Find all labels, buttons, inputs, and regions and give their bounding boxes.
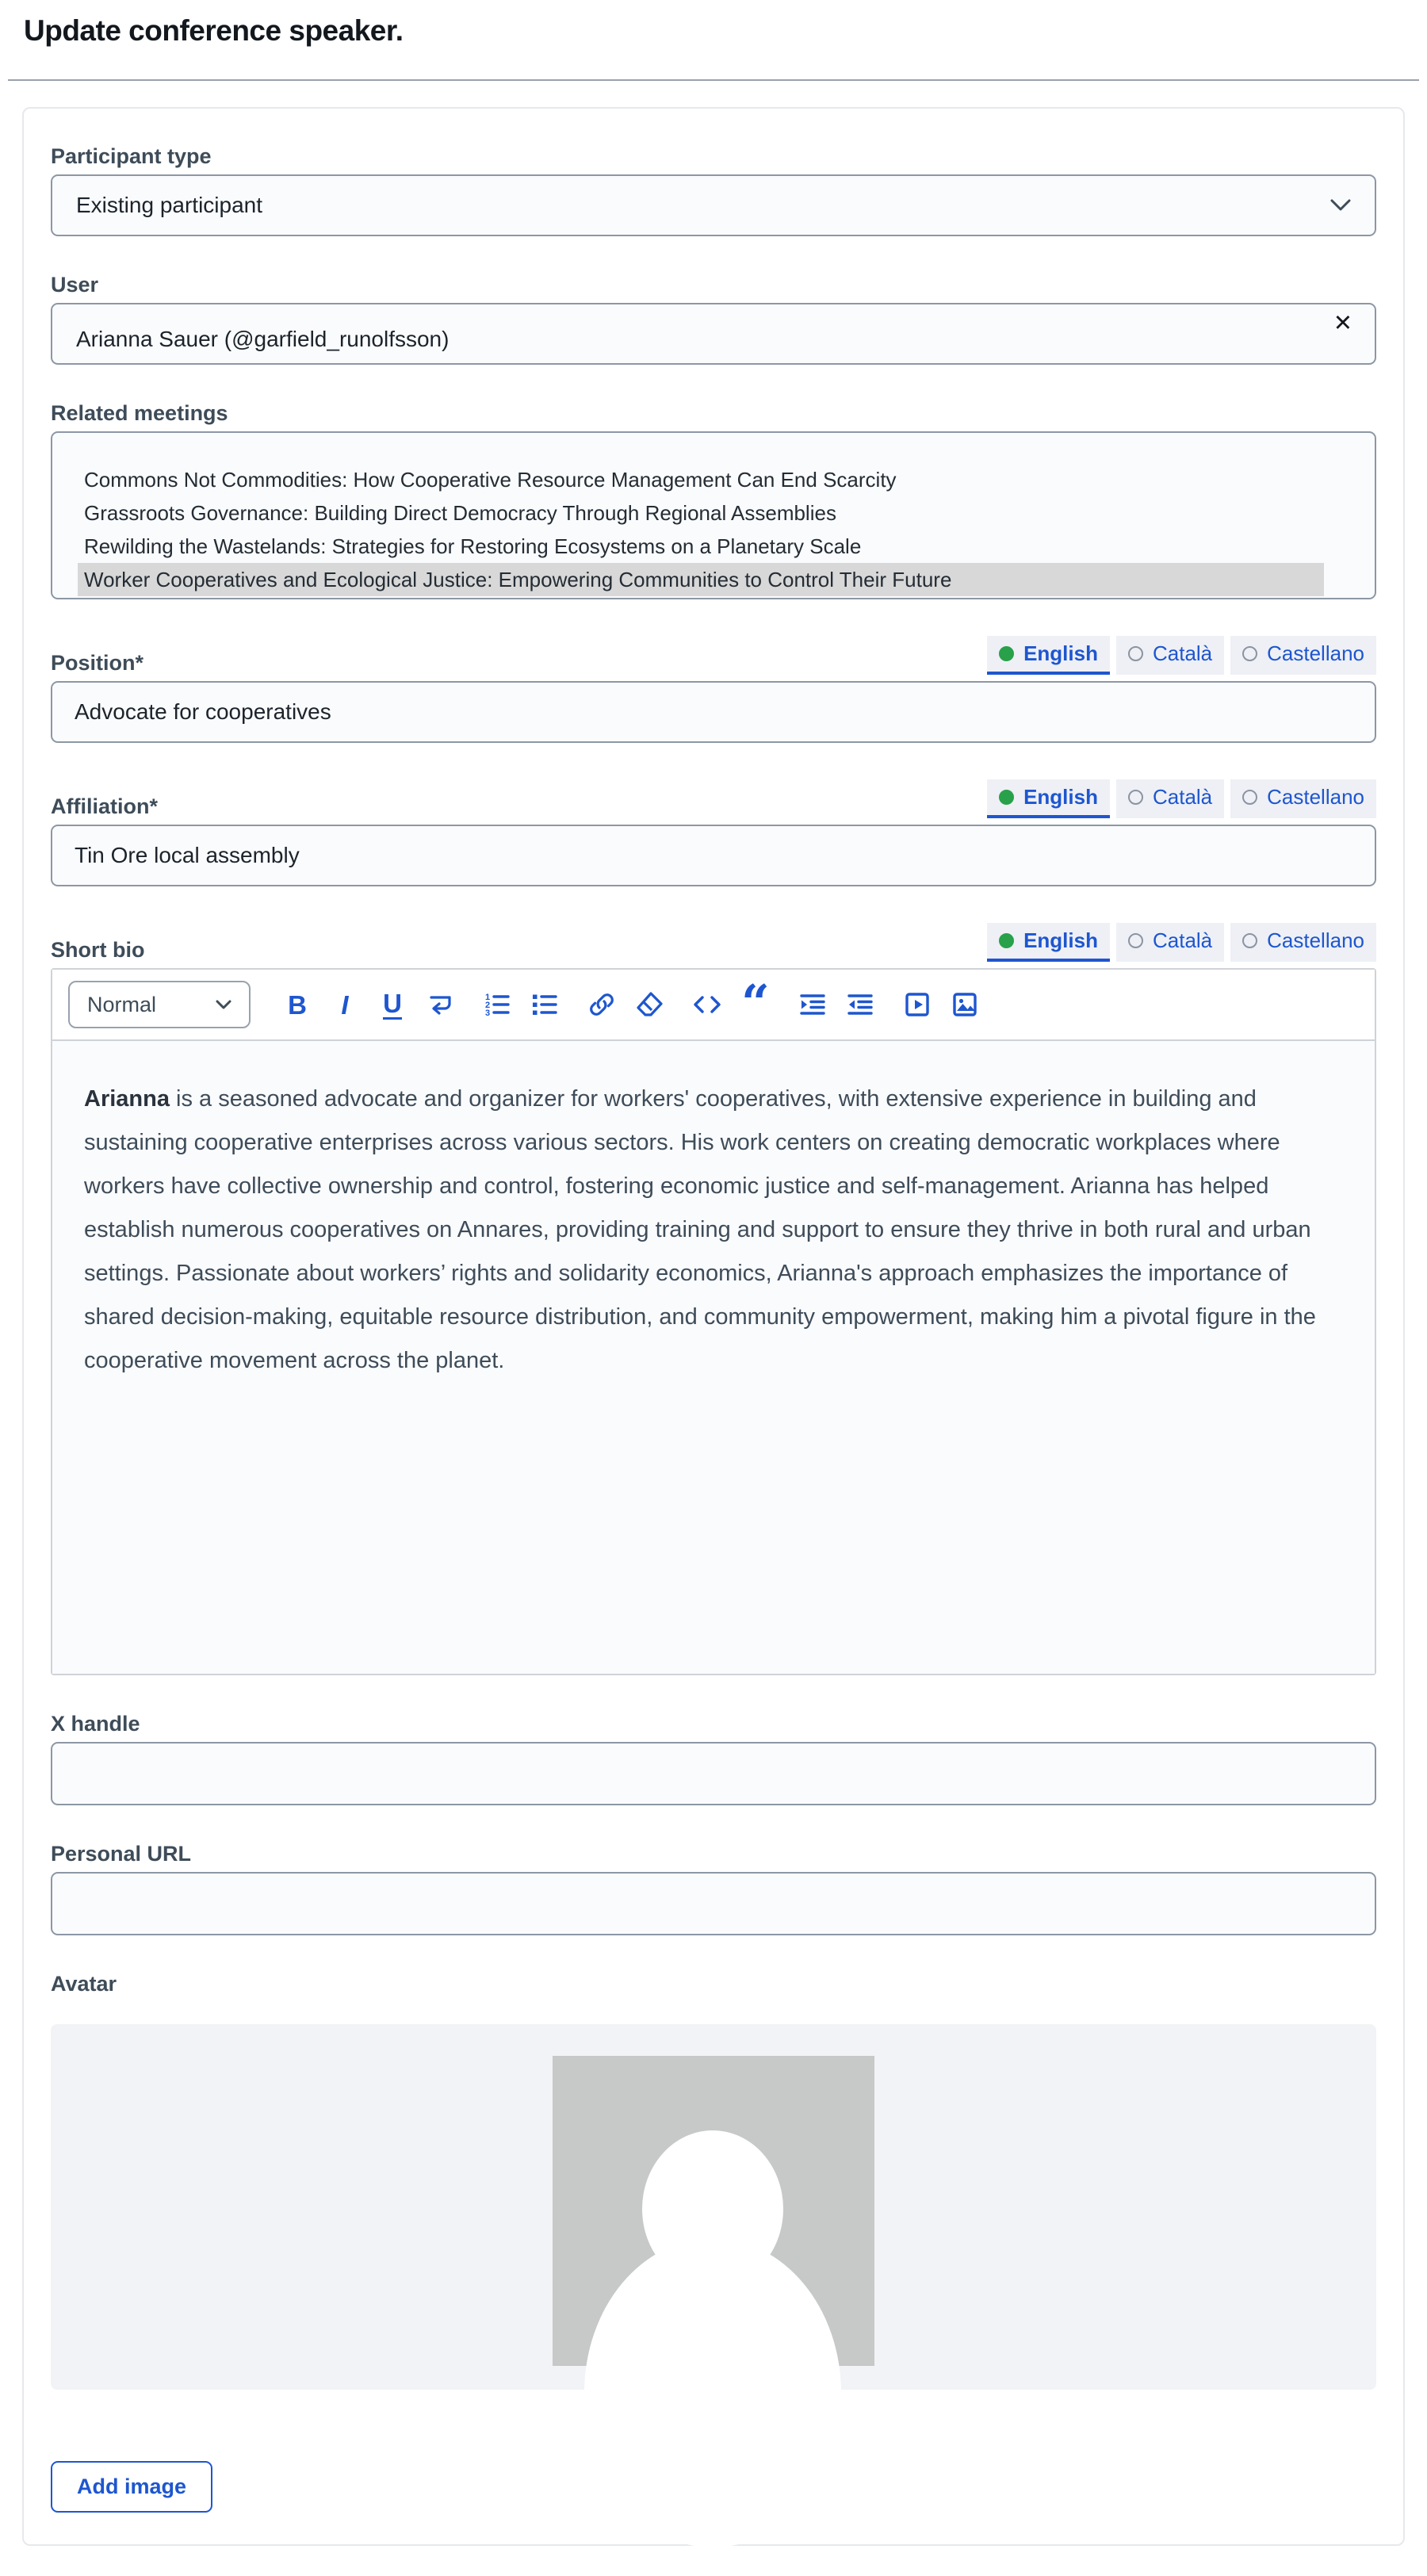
x-handle-field: [51, 1712, 1376, 1805]
position-input[interactable]: [51, 681, 1376, 743]
image-icon[interactable]: [950, 988, 980, 1021]
editor-toolbar: [52, 970, 1375, 1041]
language-tab-castellano[interactable]: [1230, 779, 1376, 818]
language-tab-label: English: [1023, 785, 1098, 809]
blockquote-icon[interactable]: “: [741, 974, 770, 1032]
chevron-down-icon: [1330, 199, 1351, 212]
language-tab-castellano[interactable]: [1230, 636, 1376, 675]
personal-url-field: [51, 1842, 1376, 1935]
inactive-language-dot-icon: [1128, 790, 1143, 805]
avatar-section: [51, 2024, 1376, 2390]
code-icon[interactable]: [691, 988, 723, 1021]
outdent-icon[interactable]: [845, 988, 875, 1021]
inactive-language-dot-icon: [1128, 646, 1143, 661]
participant-type-label: Participant type: [51, 144, 212, 168]
language-tab-label: Castellano: [1267, 641, 1364, 665]
active-language-dot-icon: [999, 933, 1014, 948]
clear-user-icon[interactable]: ✕: [1333, 311, 1352, 336]
user-label: User: [51, 273, 99, 297]
meeting-option[interactable]: Rewilding the Wastelands: Strategies for Restoring Ecosystems on a Planetary Scale: [84, 534, 862, 558]
clear-formatting-icon[interactable]: [634, 988, 664, 1021]
user-select[interactable]: [51, 303, 1376, 365]
participant-type-field: [51, 144, 1376, 236]
active-language-dot-icon: [999, 790, 1014, 805]
x-handle-input[interactable]: [51, 1742, 1376, 1805]
line-break-icon[interactable]: [425, 988, 455, 1021]
participant-type-value: Existing participant: [76, 193, 263, 217]
rich-text-editor: [51, 968, 1376, 1675]
svg-text:2: 2: [485, 1001, 491, 1010]
affiliation-input[interactable]: [51, 825, 1376, 886]
affiliation-language-tabs: [987, 779, 1376, 818]
speaker-form-card: [22, 107, 1405, 2546]
meeting-option[interactable]: Grassroots Governance: Building Direct Democracy Through Regional Assemblies: [84, 501, 836, 525]
svg-text:3: 3: [485, 1009, 491, 1018]
ordered-list-icon[interactable]: [482, 988, 512, 1021]
text-style-select[interactable]: [68, 981, 251, 1028]
affiliation-field: [51, 779, 1376, 886]
indent-icon[interactable]: [798, 988, 828, 1021]
meeting-option[interactable]: Commons Not Commodities: How Cooperative Resource Management Can End Scarcity: [84, 468, 897, 492]
related-meetings-field: [51, 401, 1376, 599]
personal-url-label: Personal URL: [51, 1842, 192, 1866]
svg-text:1: 1: [485, 993, 491, 1002]
language-tab-catala[interactable]: [1116, 779, 1224, 818]
user-value: Arianna Sauer (@garfield_runolfsson): [76, 327, 450, 351]
active-language-dot-icon: [999, 646, 1014, 661]
language-tab-label: Català: [1152, 928, 1213, 952]
inactive-language-dot-icon: [1128, 933, 1143, 948]
position-label: Position*: [51, 651, 144, 675]
page-title: Update conference speaker.: [24, 14, 404, 47]
avatar-field: [51, 1972, 1376, 2390]
language-tab-label: Català: [1152, 785, 1213, 809]
avatar-placeholder-image: [553, 2056, 874, 2366]
affiliation-label: Affiliation*: [51, 794, 158, 818]
user-field: [51, 273, 1376, 365]
language-tab-catala[interactable]: [1116, 636, 1224, 675]
inactive-language-dot-icon: [1242, 646, 1257, 661]
chevron-down-icon: [216, 1000, 231, 1010]
text-style-value: Normal: [87, 992, 157, 1016]
bold-icon[interactable]: B: [288, 989, 307, 1020]
inactive-language-dot-icon: [1242, 790, 1257, 805]
bio-bold-text: Arianna: [84, 1086, 170, 1112]
position-language-tabs: [987, 636, 1376, 675]
language-tab-label: Català: [1152, 641, 1213, 665]
underline-icon[interactable]: U: [383, 988, 402, 1018]
language-tab-catala[interactable]: [1116, 923, 1224, 962]
person-silhouette-icon: [553, 2056, 874, 2366]
language-tab-label: English: [1023, 928, 1098, 952]
short-bio-label: Short bio: [51, 938, 145, 962]
language-tab-label: Castellano: [1267, 928, 1364, 952]
short-bio-textarea[interactable]: [52, 1041, 1375, 1674]
link-icon[interactable]: [587, 988, 617, 1021]
avatar-label: Avatar: [51, 1972, 117, 1996]
personal-url-input[interactable]: [51, 1872, 1376, 1935]
short-bio-field: [51, 923, 1376, 1675]
video-icon[interactable]: [902, 988, 932, 1021]
language-tab-english[interactable]: [987, 779, 1110, 818]
position-field: [51, 636, 1376, 743]
bio-text: is a seasoned advocate and organizer for workers' cooperatives, with extensive experience in building and sustaining cooperative enterprises across various sectors. His work centers on creating democratic workplaces where workers have collective ownership and control, fostering economic justice and self-management. Arianna has helped establish numerous cooperatives on Annares, providing training and support to ensure they thrive in both rural and urban settings. Passionate about workers’ rights and solidarity economics, Arianna's approach emphasizes the importance of shared decision-making, equitable resource distribution, and community empowerment, making him a pivotal figure in the cooperative movement across the planet.: [84, 1086, 1316, 1373]
short-bio-language-tabs: [987, 923, 1376, 962]
related-meetings-label: Related meetings: [51, 401, 228, 425]
related-meetings-listbox[interactable]: [51, 431, 1376, 599]
language-tab-label: English: [1023, 641, 1098, 665]
x-handle-label: X handle: [51, 1712, 140, 1736]
italic-icon[interactable]: I: [341, 989, 349, 1020]
bullet-list-icon[interactable]: [530, 988, 560, 1021]
participant-type-select[interactable]: [51, 174, 1376, 236]
meeting-option-selected[interactable]: Worker Cooperatives and Ecological Justice: Empowering Communities to Control Their Future: [78, 563, 1324, 596]
language-tab-castellano[interactable]: [1230, 923, 1376, 962]
inactive-language-dot-icon: [1242, 933, 1257, 948]
language-tab-english[interactable]: [987, 636, 1110, 675]
language-tab-label: Castellano: [1267, 785, 1364, 809]
title-divider: [8, 79, 1419, 81]
language-tab-english[interactable]: [987, 923, 1110, 962]
add-image-button[interactable]: Add image: [51, 2461, 212, 2513]
